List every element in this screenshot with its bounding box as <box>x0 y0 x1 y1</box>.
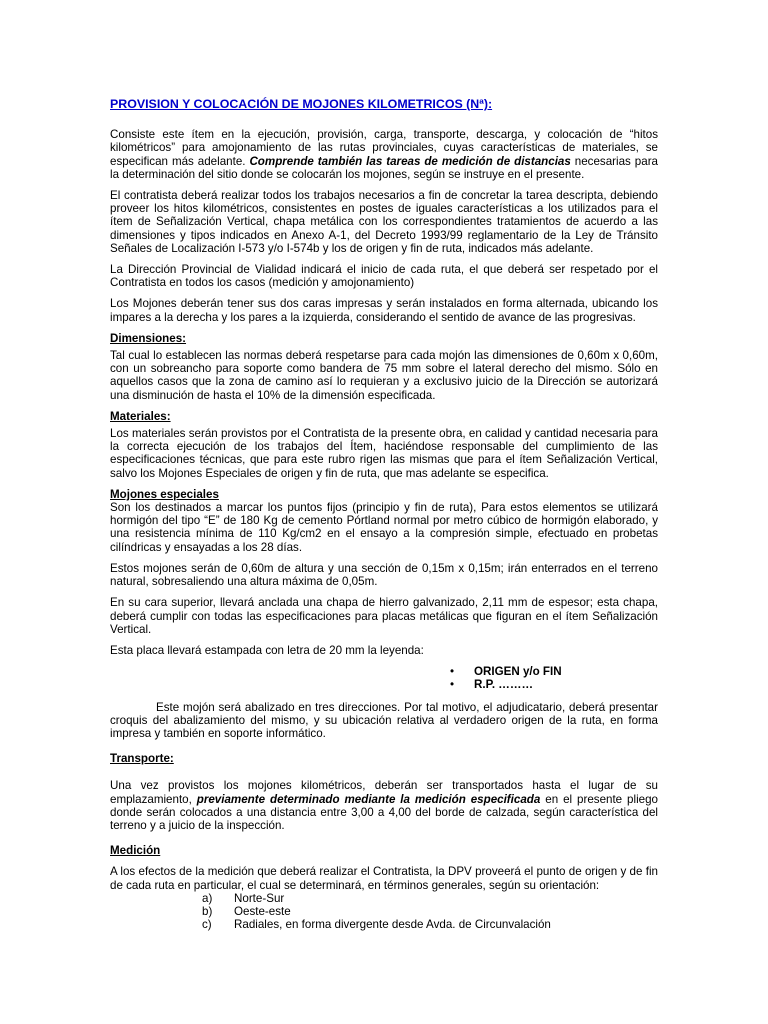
intro-text-part2: necesarias para la determinación del sitio donde se colocarán los mojones, según se instruye en el presente. <box>110 154 658 181</box>
abalizado-paragraph: Este mojón será abalizado en tres direcciones. Por tal motivo, el adjudicatario, deberá presentar croquis del abalizamiento del mismo, y su ubicación relativa al verdadero origen de la ruta, en forma impresa y también en soporte informático. <box>110 700 658 740</box>
leyenda-list <box>110 665 658 691</box>
mojones-especiales-paragraph: Son los destinados a marcar los puntos fijos (principio y fin de ruta), Para estos elementos se utilizará hormigón del tipo “E” de 180 Kg de cemento Pórtland normal por metro cúbico de hormigón elaborado, y una resistencia mínima de 110 Kg/cm2 en el ensayo a la compresión simple, efectuado en probetas cilíndricas y ensayadas a los 28 días. <box>110 501 658 554</box>
leyenda-item: • R.P. ……… <box>450 678 534 692</box>
orientation-item: c) Radiales, en forma divergente desde Avda. de Circunvalación <box>202 918 551 932</box>
mojones-especiales-heading: Mojones especiales <box>110 487 219 501</box>
chapa-paragraph: En su cara superior, llevará anclada una chapa de hierro galvanizado, 2,11 mm de espesor; esta chapa, deberá cumplir con todas las especificaciones para placas metálicas que figuran en el ítem Señalización Vertical. <box>110 596 658 636</box>
transporte-text-part1: Una vez provistos los mojones kilométricos, deberán ser transportados hasta el lugar de su emplazamiento, <box>110 779 658 806</box>
medicion-paragraph: A los efectos de la medición que deberá realizar el Contratista, la DPV proveerá el punto de origen y de fin de cada ruta en particular, el cual se determinará, en términos generales, según su orientación: <box>110 865 658 892</box>
bullet-icon: • <box>450 678 455 692</box>
document-title: PROVISION Y COLOCACIÓN DE MOJONES KILOMETRICOS (Nª): <box>110 97 493 111</box>
leyenda-intro: Esta placa llevará estampada con letra de 20 mm la leyenda: <box>110 643 424 657</box>
bullet-icon: • <box>450 665 455 679</box>
intro-emphasis: Comprende también las tareas de medición de distancias <box>249 154 571 168</box>
orientation-list <box>110 892 658 932</box>
materiales-heading: Materiales: <box>110 409 171 423</box>
orientation-item: a) Norte-Sur <box>202 891 285 905</box>
altura-paragraph: Estos mojones serán de 0,60m de altura y una sección de 0,15m x 0,15m; irán enterrados en el terreno natural, sobresaliendo una altura máxima de 0,05m. <box>110 561 658 589</box>
materiales-paragraph: Los materiales serán provistos por el Contratista de la presente obra, en calidad y cantidad necesaria para la correcta ejecución de los trabajos del Ítem, haciéndose responsable del cumplimiento de las especificaciones técnicas, que para este rubro rigen las mismas que para el ítem Señalización Vertical, salvo los Mojones Especiales de origen y fin de ruta, que mas adelante se especifica. <box>110 427 658 480</box>
medicion-heading: Medición <box>110 844 161 858</box>
caras-paragraph: Los Mojones deberán tener sus dos caras impresas y serán instalados en forma alternada, ubicando los impares a la derecha y los pares a la izquierda, considerando el sentido de avance de las progresivas. <box>110 297 658 324</box>
transporte-paragraph <box>110 779 658 832</box>
orientation-item: b) Oeste-este <box>202 904 291 918</box>
transporte-heading: Transporte: <box>110 752 174 766</box>
direccion-paragraph: La Dirección Provincial de Vialidad indicará el inicio de cada ruta, el que deberá ser respetado por el Contratista en todos los casos (medición y amojonamiento) <box>110 263 658 290</box>
dimensiones-heading: Dimensiones: <box>110 331 187 345</box>
contratista-paragraph: El contratista deberá realizar todos los trabajos necesarios a fin de concretar la tarea descripta, debiendo proveer los hitos kilométricos, consistentes en postes de iguales características a los utilizados para el ítem de Señalización Vertical, chapa metálica con los correspondientes tratamientos de acuerdo a las dimensiones y tipos indicados en Anexo A-1, del Decreto 1993/99 reglamentario de la Ley de Tránsito Señales de Localización I-573 y/o I-574b y los de origen y fin de ruta, indicados más adelante. <box>110 189 658 255</box>
intro-text-part1: Consiste este ítem en la ejecución, provisión, carga, transporte, descarga, y colocación de “hitos kilométricos” para amojonamiento de las rutas provinciales, cuyas características de materiales, se especifican más adelante. <box>110 128 658 168</box>
dimensiones-paragraph: Tal cual lo establecen las normas deberá respetarse para cada mojón las dimensiones de 0,60m x 0,60m, con un sobreancho para soporte como bandera de 75 mm sobre el lateral derecho del mismo. Sólo en aquellos casos que la zona de camino así lo requieran y a exclusivo juicio de la Dirección se autorizará una disminución de hasta el 10% de la dimensión especificada. <box>110 349 658 402</box>
intro-paragraph <box>110 128 658 181</box>
leyenda-item: • ORIGEN y/o FIN <box>450 665 562 679</box>
transporte-text-part2: en el presente pliego donde serán colocados a una distancia entre 3,00 a 4,00 del borde de calzada, según característica del terreno y a juicio de la inspección. <box>110 792 658 832</box>
transporte-emphasis: previamente determinado mediante la medición especificada <box>196 792 541 806</box>
